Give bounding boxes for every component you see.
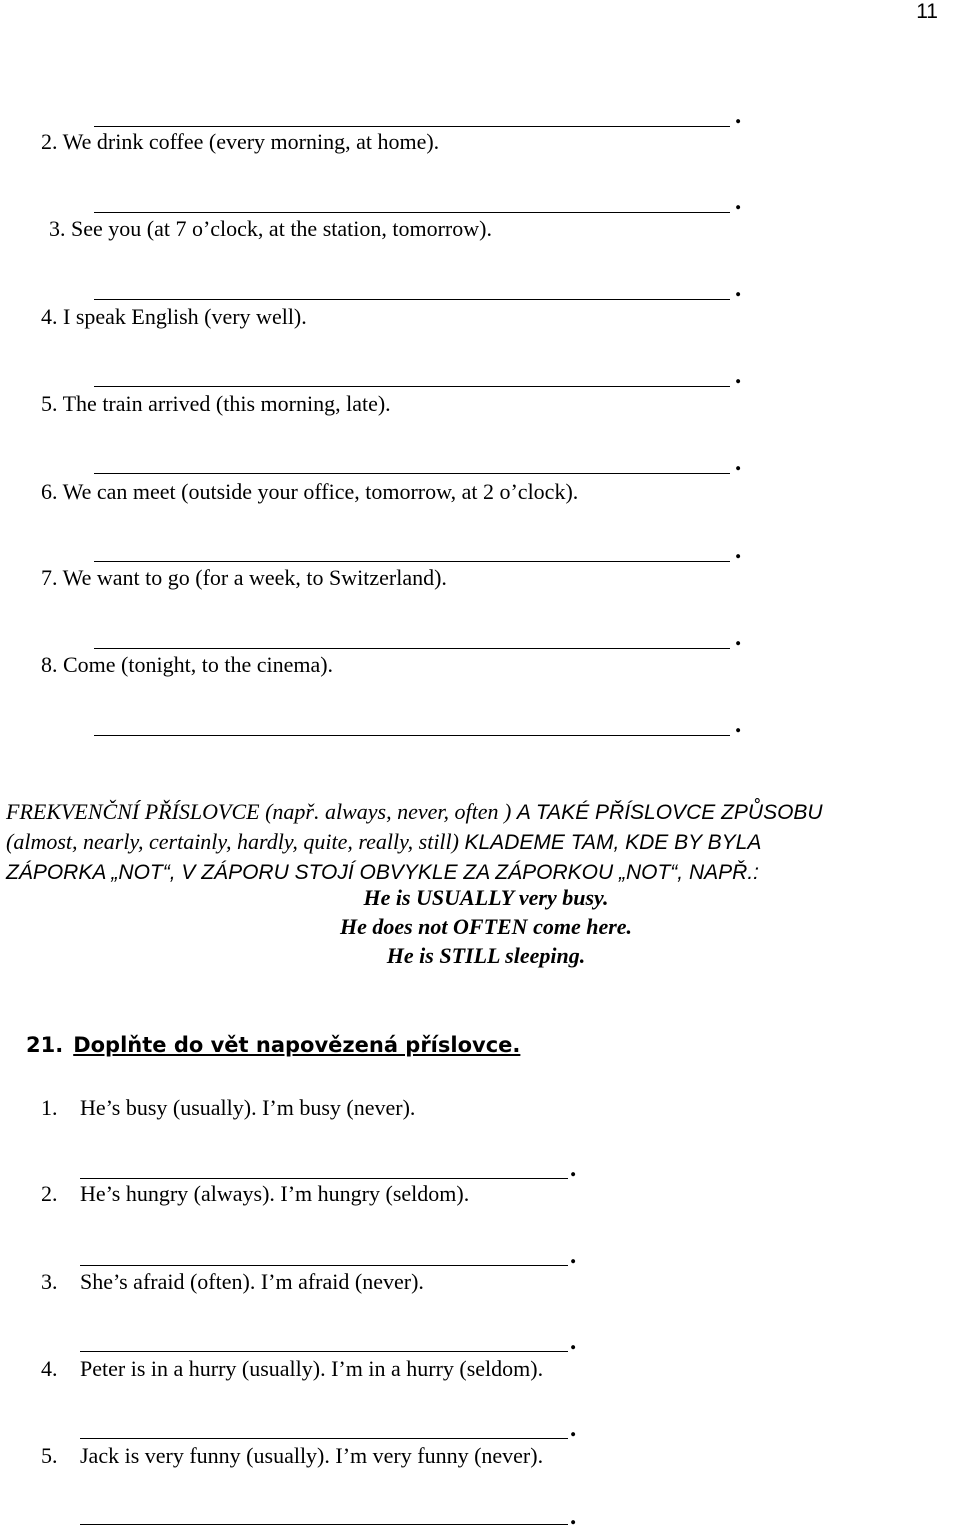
line-end-dot: .: [735, 362, 742, 389]
question-item: [41, 1183, 469, 1205]
rule-text: always, never, often ): [324, 799, 517, 824]
answer-line[interactable]: [80, 1178, 568, 1179]
question-item: [41, 1097, 415, 1119]
answer-line[interactable]: [94, 648, 730, 649]
line-end-dot: .: [735, 711, 742, 738]
answer-line[interactable]: [94, 735, 730, 736]
question-item: [41, 567, 447, 589]
rule-text: (almost, nearly, certainly, hardly, quite, really, still): [6, 829, 465, 854]
rule-example: He does not OFTEN come here.: [339, 914, 633, 939]
question-item: [41, 1445, 543, 1467]
question-text: I speak English (very well).: [63, 304, 307, 329]
question-number: 5.: [41, 391, 58, 416]
question-number: 4.: [41, 1356, 58, 1381]
question-item: [41, 654, 333, 676]
answer-line[interactable]: [80, 1351, 568, 1352]
line-end-dot: .: [735, 537, 742, 564]
question-number: 2.: [41, 129, 58, 154]
line-end-dot: .: [570, 1328, 577, 1355]
answer-line[interactable]: [94, 299, 730, 300]
rule-text: FREKVENČNÍ PŘÍSLOVCE (např.: [6, 799, 325, 824]
question-text: Jack is very funny (usually). I’m very funny (never).: [80, 1443, 544, 1468]
question-text: He’s busy (usually). I’m busy (never).: [80, 1095, 416, 1120]
line-end-dot: .: [570, 1415, 577, 1442]
answer-line[interactable]: [94, 473, 730, 474]
answer-line[interactable]: [80, 1265, 568, 1266]
question-number: 5.: [41, 1443, 58, 1468]
rule-line: [6, 827, 946, 857]
question-text: Come (tonight, to the cinema).: [63, 652, 334, 677]
question-text: See you (at 7 o’clock, at the station, tomorrow).: [71, 216, 492, 241]
answer-line[interactable]: [94, 212, 730, 213]
question-text: He’s hungry (always). I’m hungry (seldom).: [80, 1181, 470, 1206]
question-number: 8.: [41, 652, 58, 677]
question-text: She’s afraid (often). I’m afraid (never).: [80, 1269, 424, 1294]
question-text: The train arrived (this morning, late).: [62, 391, 391, 416]
line-end-dot: .: [570, 1503, 577, 1530]
exercise-title-text: Doplňte do vět napovězená příslovce.: [73, 1033, 521, 1057]
line-end-dot: .: [735, 624, 742, 651]
answer-line[interactable]: [80, 1438, 568, 1439]
rule-text: A TAKÉ PŘÍSLOVCE ZPŮSOBU: [516, 801, 823, 824]
exercise-number: 21.: [26, 1033, 64, 1057]
question-text: We drink coffee (every morning, at home).: [62, 129, 440, 154]
exercise-title: [26, 1033, 520, 1057]
question-number: 2.: [41, 1181, 58, 1206]
question-text: Peter is in a hurry (usually). I’m in a hurry (seldom).: [80, 1356, 544, 1381]
question-text: We can meet (outside your office, tomorrow, at 2 o’clock).: [62, 479, 579, 504]
question-item: [41, 131, 439, 153]
line-end-dot: .: [570, 1242, 577, 1269]
rule-line: [6, 797, 946, 827]
page-number: 11: [916, 0, 938, 23]
rule-text: ZÁPORKA „NOT“, V ZÁPORU STOJÍ OBVYKLE ZA ZÁPORKOU „NOT“, NAPŘ.:: [6, 861, 759, 884]
question-item: [41, 481, 578, 503]
line-end-dot: .: [735, 188, 742, 215]
grammar-rule: [6, 797, 946, 968]
answer-line[interactable]: [94, 561, 730, 562]
question-item: [41, 1358, 543, 1380]
answer-line[interactable]: [94, 126, 730, 127]
line-end-dot: .: [735, 449, 742, 476]
question-item: [41, 306, 307, 328]
question-text: We want to go (for a week, to Switzerland).: [62, 565, 447, 590]
answer-line[interactable]: [94, 386, 730, 387]
question-item: [41, 393, 391, 415]
question-number: 7.: [41, 565, 58, 590]
rule-example: He is STILL sleeping.: [386, 943, 586, 968]
question-number: 6.: [41, 479, 58, 504]
question-number: 3.: [49, 216, 66, 241]
question-item: [49, 218, 492, 240]
line-end-dot: .: [735, 102, 742, 129]
question-number: 1.: [41, 1095, 58, 1120]
line-end-dot: .: [735, 275, 742, 302]
question-number: 4.: [41, 304, 58, 329]
question-item: [41, 1271, 424, 1293]
question-number: 3.: [41, 1269, 58, 1294]
answer-line[interactable]: [80, 1524, 568, 1525]
line-end-dot: .: [570, 1155, 577, 1182]
rule-text: KLADEME TAM, KDE BY BYLA: [464, 831, 762, 854]
rule-example: He is USUALLY very busy.: [363, 885, 609, 910]
